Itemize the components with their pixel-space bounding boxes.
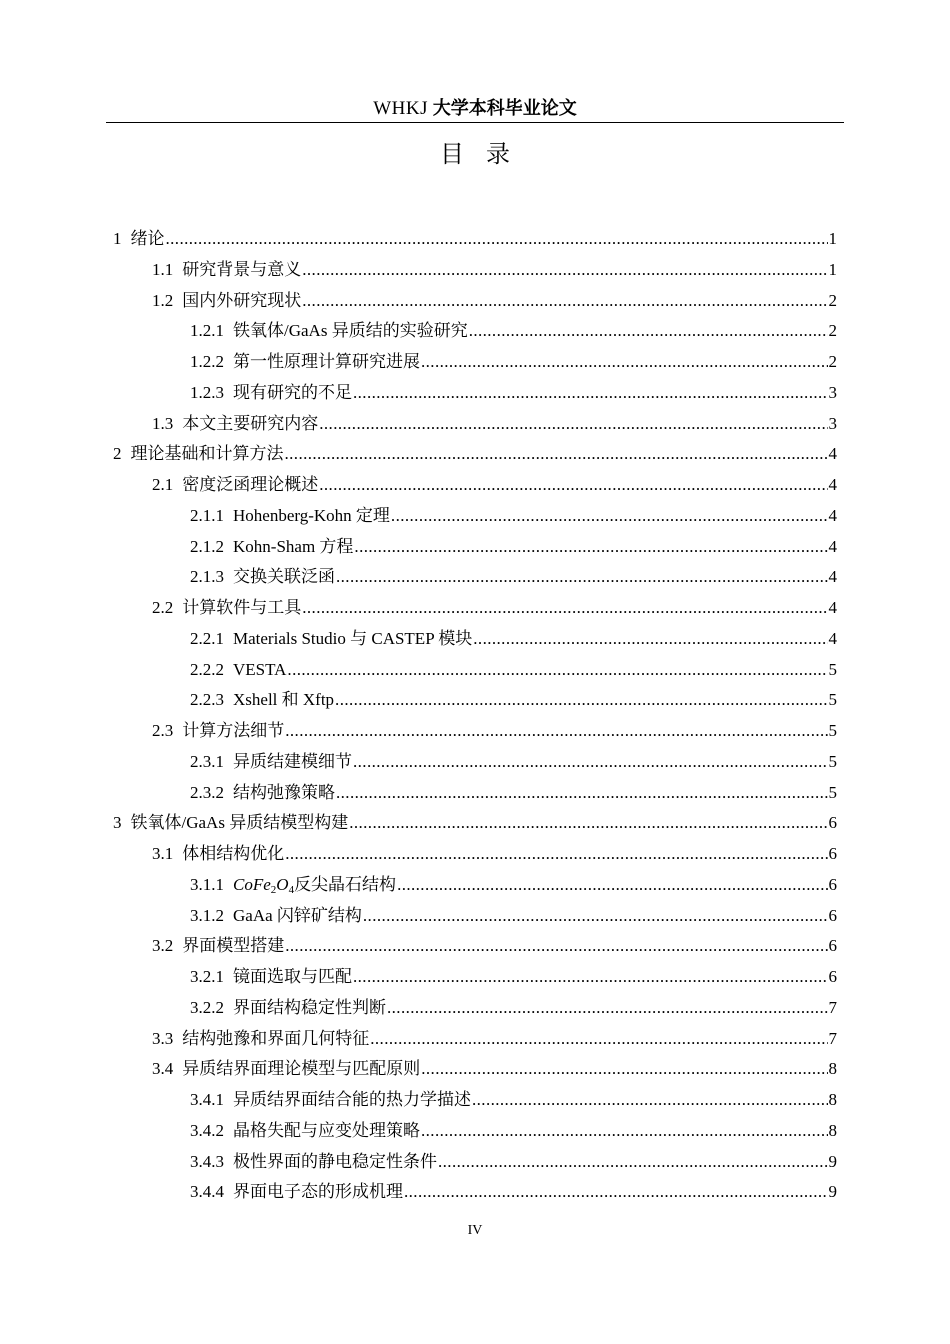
header-rule [106,122,844,123]
toc-entry-title: 铁氧体/GaAs 异质结的实验研究 [233,321,468,341]
toc-entry-number: 2.1 [152,475,174,494]
toc-entry-title: 理论基础和计算方法 [130,444,284,464]
dot-leader [387,993,828,1024]
toc-entry-number: 2.2.3 [190,690,224,710]
toc-entry[interactable] [113,224,837,255]
dot-leader [335,685,827,716]
toc-entry-title: 研究背景与意义 [182,259,302,279]
running-header [106,96,844,122]
dot-leader [336,562,828,593]
toc-entry-title: 体相结构优化 [182,844,285,863]
toc-entry-title: 镜面选取与匹配 [233,967,352,986]
toc-entry-page: 6 [828,905,837,925]
toc-entry-page: 6 [828,813,837,833]
formula-subscript: 2 [270,883,277,896]
dot-leader [353,962,828,993]
toc-entry-number: 3.2.2 [190,997,224,1017]
toc-entry-number: 3.1.1 [190,874,224,894]
dot-leader [421,347,828,378]
dot-leader [397,870,827,901]
toc-entry[interactable] [113,1177,837,1208]
toc-entry-page: 4 [828,628,837,648]
toc-entry[interactable] [113,347,837,378]
formula-part: CoFe [233,874,271,894]
toc-entry-page: 2 [828,352,837,371]
toc-entry-title: Xshell 和 Xftp [233,690,335,710]
toc-entry-number: 3.4.3 [190,1151,224,1171]
toc-entry-number: 3.4.1 [190,1090,224,1109]
dot-leader [319,470,827,501]
toc-entry-title: 结构弛豫和界面几何特征 [182,1028,370,1048]
toc-entry-page: 3 [828,413,837,433]
toc-entry-title: VESTA [233,659,287,679]
dot-leader [391,501,828,532]
toc-entry-title-suffix: 反尖晶石结构 [294,874,397,894]
header-title: 大学本科毕业论文 [432,98,577,119]
toc-entry-title: Materials Studio 与 CASTEP 模块 [233,628,473,648]
dot-leader [285,931,827,962]
toc-entry-number: 3.4 [152,1059,174,1079]
toc-entry-page: 4 [828,598,837,617]
toc-entry-title: 铁氧体/GaAs 异质结模型构建 [130,813,349,833]
toc-entry-number: 3.2.1 [190,967,224,986]
toc-entry-title: 晶格失配与应变处理策略 [233,1120,420,1140]
toc-entry[interactable] [113,562,837,593]
toc-entry[interactable] [113,655,837,686]
dot-leader [421,1054,827,1085]
toc-entry[interactable] [113,685,837,716]
toc-entry-page: 9 [828,1182,837,1202]
toc-entry-number: 1.2.1 [190,321,224,341]
toc-entry-page: 6 [828,874,837,894]
dot-leader [421,1116,828,1147]
toc-entry-page: 4 [828,444,837,464]
toc-entry-number: 2.3 [152,721,174,740]
dot-leader [302,255,827,286]
dot-leader [302,286,827,317]
dot-leader [285,839,827,870]
toc-entry-page: 5 [828,782,837,802]
dot-leader [473,624,827,655]
dot-leader [166,224,828,255]
toc-entry-title: 计算软件与工具 [182,598,302,617]
dot-leader [438,1147,828,1178]
dot-leader [287,655,827,686]
toc-entry[interactable] [113,962,837,993]
toc-entry[interactable] [113,1147,837,1178]
toc-entry-page: 4 [828,536,837,556]
dot-leader [353,747,828,778]
header-prefix: WHKJ [373,98,429,119]
toc-entry-number: 2.1.2 [190,536,224,556]
toc-entry-title: 现有研究的不足 [233,382,352,402]
toc-entry-number: 3.2 [152,936,174,956]
toc-entry-number: 2.1.1 [190,505,224,525]
toc-entry[interactable] [113,747,837,778]
toc-entry-title: Kohn-Sham 方程 [233,536,354,556]
toc-entry-title: 密度泛函理论概述 [182,475,319,494]
toc-entry-page: 3 [828,382,837,402]
toc-entry-title: 结构弛豫策略 [233,782,335,802]
toc-entry-page: 4 [828,475,837,494]
toc-entry-page: 6 [828,967,837,986]
toc-entry-page: 1 [828,229,837,248]
toc-entry-page: 8 [828,1059,837,1079]
toc-entry-page: 5 [828,721,837,740]
toc-entry[interactable] [113,1054,837,1085]
toc-entry-page: 4 [828,505,837,525]
toc-title: 目录 [440,140,532,168]
toc-entry[interactable] [113,532,837,563]
toc-entry[interactable] [113,470,837,501]
dot-leader [370,1024,827,1055]
toc-entry[interactable] [113,593,837,624]
dot-leader [363,901,828,932]
toc-entry-title: 界面模型搭建 [182,936,285,956]
toc-entry-number: 1.1 [152,259,174,279]
dot-leader [404,1177,828,1208]
toc-entry[interactable] [113,1085,837,1116]
toc-entry-title: 界面电子态的形成机理 [233,1182,403,1202]
toc-entry-page: 5 [828,751,837,771]
toc-entry[interactable] [113,286,837,317]
toc-entry[interactable] [113,1116,837,1147]
toc-entry[interactable] [113,316,837,347]
toc-entry[interactable] [113,931,837,962]
toc-entry[interactable] [113,409,837,440]
toc-entry[interactable] [113,439,837,470]
toc-entry-number: 2.1.3 [190,567,224,587]
dot-leader [469,316,828,347]
toc-entry-number: 3.1 [152,844,174,863]
toc-entry-title: GaAa 闪锌矿结构 [233,905,362,925]
dot-leader [302,593,827,624]
toc-entry[interactable] [113,255,837,286]
toc-entry[interactable] [113,778,837,809]
toc-entry-number: 1.2.2 [190,352,224,371]
toc-entry-page: 6 [828,844,837,863]
page-number: IV [467,1223,483,1238]
dot-leader [285,439,828,470]
toc-entry[interactable] [113,624,837,655]
toc-entry-title: 界面结构稳定性判断 [233,997,386,1017]
toc-entry-page: 2 [828,321,837,341]
toc-entry-number: 2.3.2 [190,782,224,802]
toc-entry-title: 交换关联泛函 [233,567,335,587]
toc-entry[interactable] [113,839,837,870]
toc-entry-number: 1 [113,229,122,248]
dot-leader [353,378,828,409]
toc-entry-page: 5 [828,690,837,710]
toc-entry-page: 5 [828,659,837,679]
toc-entry-page: 8 [828,1090,837,1109]
toc-entry-number: 2.2.1 [190,628,224,648]
toc-entry[interactable] [113,716,837,747]
formula-part: O [276,874,289,894]
dot-leader [349,808,827,839]
toc-entry-page: 6 [828,936,837,956]
toc-entry-number: 3 [113,813,122,833]
toc-entry-number: 2.3.1 [190,751,224,771]
toc-entry-title: 异质结界面理论模型与匹配原则 [182,1059,421,1079]
table-of-contents [113,224,837,1208]
dot-leader [285,716,827,747]
dot-leader [472,1085,828,1116]
toc-entry-page: 7 [828,997,837,1017]
formula-subscript: 4 [288,883,295,896]
toc-entry-title: 国内外研究现状 [182,290,302,310]
toc-entry-title: 极性界面的静电稳定性条件 [233,1151,437,1171]
toc-entry-number: 3.3 [152,1028,174,1048]
toc-entry-number: 2 [113,444,122,464]
toc-entry-number: 1.2 [152,290,174,310]
chemical-formula [233,875,294,894]
toc-entry-page: 9 [828,1151,837,1171]
toc-entry-page: 8 [828,1120,837,1140]
dot-leader [354,532,827,563]
toc-entry[interactable] [113,870,837,901]
toc-entry-title: 异质结界面结合能的热力学描述 [233,1090,471,1109]
toc-entry[interactable] [113,808,837,839]
toc-entry[interactable] [113,1024,837,1055]
toc-entry-page: 4 [828,567,837,587]
dot-leader [319,409,827,440]
toc-entry-number: 3.1.2 [190,905,224,925]
toc-entry-title: 异质结建模细节 [233,751,352,771]
toc-entry-title: 第一性原理计算研究进展 [233,352,420,371]
toc-entry-title: 本文主要研究内容 [182,413,319,433]
toc-entry-page: 7 [828,1028,837,1048]
toc-entry-number: 2.2.2 [190,659,224,679]
toc-entry-number: 2.2 [152,598,174,617]
toc-entry-page: 2 [828,290,837,310]
toc-entry-number: 3.4.4 [190,1182,224,1202]
toc-entry-title: Hohenberg-Kohn 定理 [233,505,390,525]
toc-entry[interactable] [113,993,837,1024]
toc-entry-number: 1.2.3 [190,382,224,402]
toc-entry-number: 3.4.2 [190,1120,224,1140]
toc-entry-title [233,870,396,901]
toc-entry-title: 计算方法细节 [182,721,285,740]
toc-entry[interactable] [113,378,837,409]
toc-entry-number: 1.3 [152,413,174,433]
toc-entry[interactable] [113,501,837,532]
toc-entry-page: 1 [828,259,837,279]
toc-entry[interactable] [113,901,837,932]
toc-entry-title: 绪论 [130,229,165,248]
dot-leader [336,778,828,809]
